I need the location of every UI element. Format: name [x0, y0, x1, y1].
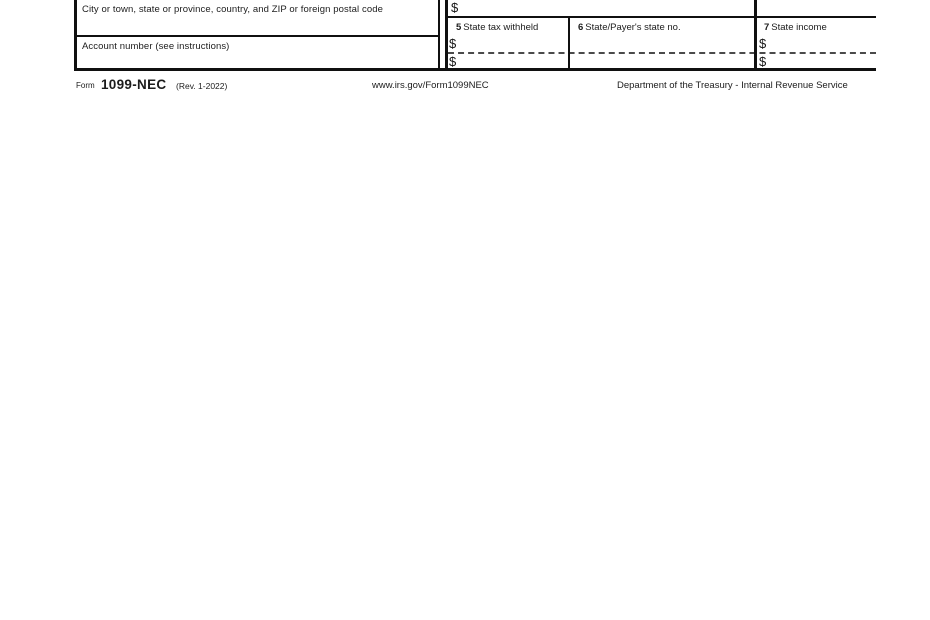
dollar-sign: $: [449, 53, 457, 69]
box5-label: [456, 22, 538, 33]
box6-box7-divider: [754, 0, 757, 69]
footer-agency: Department of the Treasury - Internal Revenue Service: [617, 79, 848, 91]
dollar-sign: $: [451, 0, 459, 15]
city-account-divider: [76, 35, 438, 37]
amount-field-top-right[interactable]: [757, 0, 876, 16]
box5-number: 5: [456, 21, 462, 33]
dollar-sign: $: [759, 53, 767, 69]
city-state-zip-label: City or town, state or province, country, and ZIP or foreign postal code: [82, 3, 383, 15]
footer-irs-url: www.irs.gov/Form1099NEC: [372, 79, 489, 91]
box6-state-payers-state-no[interactable]: [570, 18, 754, 68]
dollar-sign: $: [449, 36, 457, 51]
box6-label-text: State/Payer's state no.: [585, 21, 681, 33]
amount-row-bottom-rule: [445, 16, 876, 18]
box7-label: [764, 22, 827, 33]
box7-number: 7: [764, 21, 770, 33]
box6-number: 6: [578, 21, 584, 33]
footer-form-word: Form: [76, 81, 95, 90]
footer-form-number: 1099-NEC: [101, 76, 167, 92]
box5-label-text: State tax withheld: [463, 21, 539, 33]
dollar-sign: $: [759, 36, 767, 51]
form-1099-nec-fragment: [0, 0, 930, 100]
box7-label-text: State income: [771, 21, 827, 33]
city-state-zip-field[interactable]: [77, 0, 438, 35]
amount-field-top[interactable]: [448, 0, 754, 16]
dashed-entry-divider: [448, 52, 876, 54]
footer-revision: (Rev. 1-2022): [176, 81, 228, 91]
right-section-left-border: [445, 0, 448, 69]
box5-box6-divider: [568, 17, 570, 69]
account-number-label: Account number (see instructions): [82, 40, 230, 52]
box5-state-tax-withheld[interactable]: [448, 18, 568, 68]
form-border-bottom: [74, 68, 876, 71]
box6-label: [578, 22, 681, 33]
account-number-field[interactable]: [77, 37, 438, 68]
box7-state-income[interactable]: [757, 18, 876, 68]
